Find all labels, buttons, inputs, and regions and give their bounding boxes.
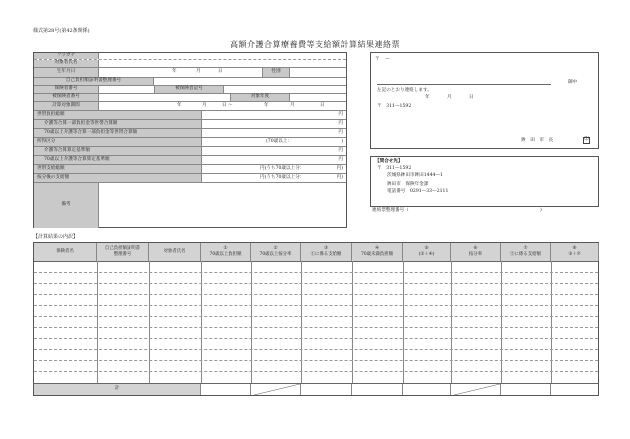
- household-pay-over70: 円(うち70歳以上分：: [260, 165, 305, 171]
- total-cell-4: [352, 384, 403, 395]
- furigana-label: フリガナ: [34, 53, 99, 59]
- slash-mark: [451, 384, 500, 396]
- total-cell-6-crossed: [451, 384, 501, 395]
- household-pay-label: 世帯支給総額: [34, 165, 202, 173]
- total-cell-5: [403, 384, 451, 395]
- seal-mark: 印: [584, 137, 589, 143]
- col-label: 70歳未満負担額: [361, 252, 393, 257]
- col-divider: [201, 261, 202, 383]
- col-target-name: [149, 243, 201, 261]
- care-limit-yen: 円: [338, 147, 343, 153]
- birth-date-label: 生年月日: [34, 68, 99, 77]
- row-divider: [34, 371, 598, 372]
- contact-address: 茨城県鉾田市鉾田1444—1: [387, 173, 443, 178]
- notice-text: 左記のとおり連絡します。: [377, 88, 432, 93]
- period-end-month-unit: 月: [290, 102, 295, 108]
- form-number: 様式第28号(第42条関係): [33, 28, 90, 34]
- total-cell-8: [551, 384, 599, 395]
- col-num: ①: [223, 245, 228, 251]
- col-divider: [403, 261, 404, 383]
- col-7: [501, 243, 551, 261]
- period-end-year-unit: 年: [264, 102, 269, 108]
- col-divider: [501, 261, 502, 383]
- col-divider: [97, 261, 98, 383]
- postal-mark: 〒: [375, 57, 380, 62]
- allocated-pay-over70: 円(うち70歳以上分：: [260, 174, 305, 180]
- col-label: 70歳以上負担額: [209, 252, 242, 257]
- col-num: ⑥: [473, 245, 478, 251]
- total-row: [34, 383, 598, 395]
- remarks-label: 備考: [34, 183, 99, 228]
- insured-info-table: [33, 52, 347, 228]
- contact-postal: 〒 311—1592: [377, 166, 412, 171]
- col-8: [551, 243, 599, 261]
- col-label: ⑤に係る支給額: [510, 252, 541, 257]
- col-4: [352, 243, 403, 261]
- insured-symbol-label: 被保険者記号: [154, 86, 224, 93]
- col-label: 按分率: [468, 252, 483, 257]
- remarks-row: [34, 182, 346, 228]
- total-burden-yen: 円: [338, 111, 343, 117]
- contact-office: 鉾田市 保険年金課: [387, 182, 429, 187]
- recipient-underline: [377, 84, 551, 85]
- col-certificate-no: [97, 243, 149, 261]
- contact-heading: 【問合せ先】: [375, 159, 403, 164]
- col-divider: [551, 261, 552, 383]
- household-pay-row: [34, 164, 346, 173]
- over70-note: (70歳以上：: [266, 138, 293, 144]
- col-2: [251, 243, 301, 261]
- col-3: [301, 243, 352, 261]
- col-label: 自己負担額証明書: [104, 245, 141, 251]
- income-class-label: 所得区分: [34, 138, 202, 146]
- period-start-month-unit: 月: [202, 102, 207, 108]
- total-cell-3: [301, 384, 352, 395]
- slash-mark: [251, 384, 300, 396]
- period-end-day-unit: 日: [320, 102, 325, 108]
- birth-year-unit: 年: [172, 69, 177, 75]
- contact-number-close: ): [540, 208, 542, 213]
- over70-total-label: 70歳以上介護等合算一部負担金等世帯合算額: [34, 129, 202, 137]
- col-num: ③: [324, 245, 328, 251]
- over70-total-row: [34, 128, 346, 137]
- page-title: 高額介護合算療養費等支給額計算結果連絡票: [230, 40, 400, 49]
- period-start-year-unit: 年: [177, 102, 182, 108]
- birth-row: [34, 67, 346, 77]
- over70-limit-label: 70歳以上介護等合算算定基準額: [34, 156, 202, 164]
- col-divider: [251, 261, 252, 383]
- total-label: 計: [34, 384, 201, 395]
- contact-box: [370, 156, 599, 207]
- period-separator: 日 〜: [222, 102, 233, 108]
- income-class-row: [34, 137, 346, 146]
- col-num: ⑧: [572, 245, 577, 251]
- notice-month: 月: [447, 95, 452, 100]
- col-label: 保険者名: [56, 248, 74, 254]
- household-pay-close: 円): [336, 165, 343, 171]
- over70-limit-yen: 円: [338, 156, 343, 162]
- period-row: [34, 101, 346, 110]
- col-divider: [451, 261, 452, 383]
- contact-phone: 電話番号 0291—33—2111: [387, 189, 449, 194]
- col-label: 70歳以上按分率: [259, 252, 292, 257]
- gender-label: 性別: [262, 68, 290, 77]
- results-table: [33, 242, 599, 396]
- recipient-box: [370, 52, 599, 149]
- total-burden-label: 世帯負担総額: [34, 111, 202, 119]
- care-limit-label: 介護等合算算定基準額: [34, 147, 202, 155]
- over70-limit-row: [34, 155, 346, 164]
- honorific: 御中: [568, 80, 578, 85]
- insurer-row: [34, 85, 346, 93]
- care-total-row: [34, 119, 346, 128]
- postal-dash: —: [385, 57, 390, 62]
- col-divider: [149, 261, 150, 383]
- care-total-yen: 円: [338, 120, 343, 126]
- insured-name-label: 対象者氏名: [34, 60, 99, 67]
- col-num: ⑦: [523, 245, 528, 251]
- certificate-row: [34, 77, 346, 85]
- row-divider: [34, 360, 598, 361]
- total-burden-row: [34, 110, 346, 119]
- over70-total-yen: 円: [338, 129, 343, 135]
- col-insurer-name: [34, 243, 97, 261]
- total-cell-7: [501, 384, 551, 395]
- allocated-pay-close: 円): [336, 174, 343, 180]
- results-heading: 【計算結果の内訳】: [33, 234, 79, 240]
- col-5: [403, 243, 451, 261]
- contact-number-label: 連絡票整理番号（: [372, 208, 409, 213]
- birth-day-unit: 日: [218, 69, 223, 75]
- col-divider: [352, 261, 353, 383]
- col-label: (②＋④): [418, 252, 435, 257]
- certificate-no-label: 自己負担額証明書整理番号: [34, 78, 154, 85]
- row-divider: [34, 338, 598, 339]
- col-6: [451, 243, 501, 261]
- col-divider: [301, 261, 302, 383]
- name-row: [34, 59, 346, 67]
- col-num: ④: [375, 245, 379, 251]
- row-divider: [34, 305, 598, 306]
- care-total-label: 介護等合算一部負担金等世帯合算額: [34, 120, 202, 128]
- row-divider: [34, 283, 598, 284]
- total-cell-1: [201, 384, 251, 395]
- row-divider: [34, 272, 598, 273]
- notice-day: 日: [469, 95, 474, 100]
- col-label: 対象者氏名: [163, 248, 186, 254]
- row-divider: [34, 349, 598, 350]
- insured-no-label: 被保険者番号: [34, 94, 99, 101]
- row-divider: [34, 294, 598, 295]
- col-num: ⑤: [424, 245, 429, 251]
- row-divider: [34, 327, 598, 328]
- col-1: [201, 243, 251, 261]
- period-label: 計算対象期間: [34, 102, 99, 110]
- allocated-pay-label: 按分後の支給額: [34, 174, 202, 182]
- sender-postal: 〒 311—1592: [377, 104, 412, 109]
- signer: 鉾 田 市 長: [521, 138, 554, 143]
- income-class-close: ): [341, 138, 343, 144]
- row-divider: [34, 316, 598, 317]
- care-limit-row: [34, 146, 346, 155]
- allocated-pay-row: [34, 173, 346, 182]
- insurer-no-label: 保険者番号: [34, 86, 99, 93]
- target-year-label: 対象年度: [230, 94, 290, 101]
- col-num: ②: [273, 245, 278, 251]
- total-cell-2-crossed: [251, 384, 301, 395]
- notice-year: 年: [425, 95, 430, 100]
- header-divider: [34, 261, 598, 262]
- col-label: ①に係る支給額: [310, 252, 342, 257]
- insured-no-row: [34, 93, 346, 101]
- col-label: ③＋⑦: [568, 252, 581, 257]
- col-label-2: 整理番号: [113, 252, 132, 257]
- birth-month-unit: 月: [196, 69, 201, 75]
